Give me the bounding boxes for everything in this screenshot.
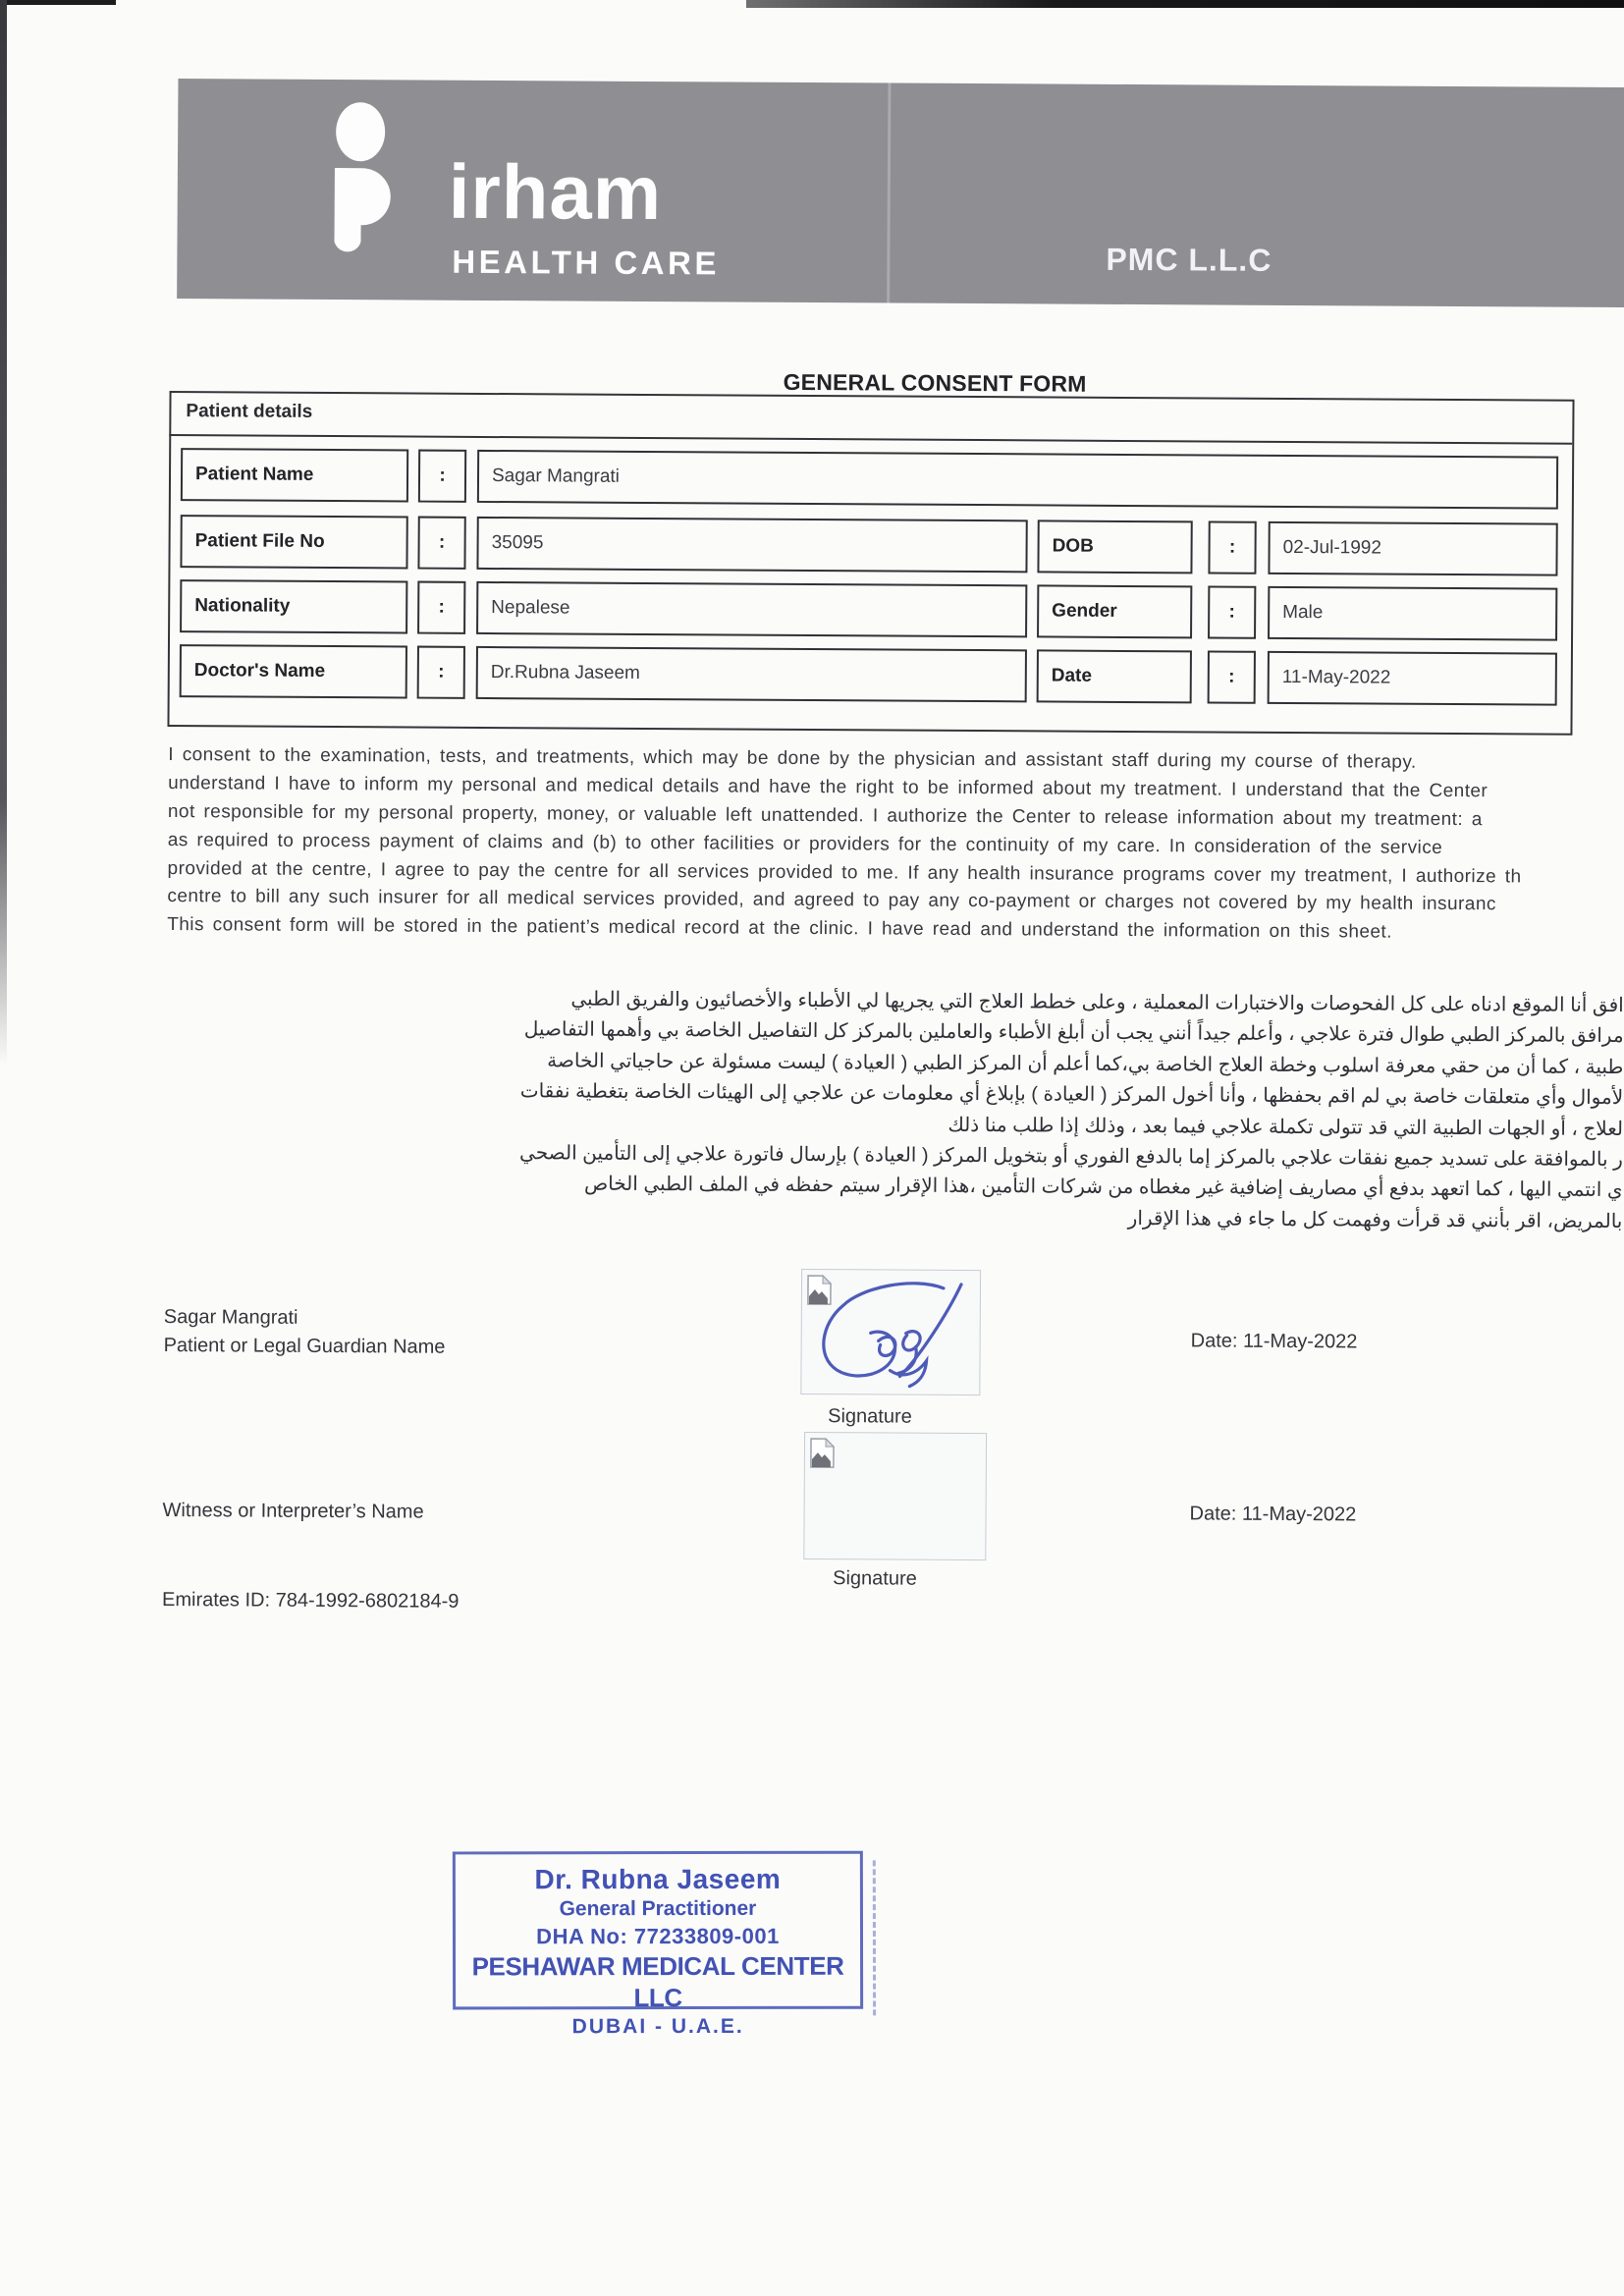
doctor-name-label: Doctor's Name (180, 644, 407, 698)
stamp-edge-mark (873, 1860, 876, 2015)
doctor-name-value: Dr.Rubna Jaseem (476, 646, 1027, 702)
witness-signature-box (803, 1432, 987, 1560)
consent-line: centre to bill any such insurer for all medical services provided, and agreed to pay any co-payment or charges not covered by my health insuranc (167, 886, 1496, 915)
witness-signature-caption: Signature (833, 1567, 917, 1590)
consent-line: not responsible for my personal property, money, or valuable left unattended. I authorize the Center to release information about my treatment: a (167, 800, 1483, 830)
scan-streak (887, 82, 891, 302)
witness-sign-date: Date: 11-May-2022 (1189, 1503, 1357, 1526)
patient-name-colon: : (418, 450, 466, 503)
brand-name: irham (448, 147, 663, 237)
consent-paragraph-english (167, 744, 1624, 953)
doctor-name-colon: : (417, 646, 465, 699)
nationality-label: Nationality (180, 579, 407, 633)
doctor-stamp (453, 1851, 863, 2039)
date-value: 11-May-2022 (1268, 651, 1557, 706)
nationality-value: Nepalese (476, 581, 1027, 637)
dob-value: 02-Jul-1992 (1268, 521, 1557, 576)
consent-line-ar: افق أنا الموقع ادناه على كل الفحوصات والاختبارات المعملية ، وعلى خطط العلاج التي يجريها لي الأطباء والأخصائيون والفريق الطبي (570, 988, 1624, 1017)
gender-value: Male (1268, 586, 1557, 641)
consent-line: This consent form will be stored in the patient’s medical record at the clinic. I have read and understand the information on this sheet. (167, 914, 1392, 943)
witness-name-label: Witness or Interpreter’s Name (162, 1499, 424, 1523)
stamp-doctor-role: General Practitioner (559, 1896, 757, 1921)
consent-line: provided at the centre, I agree to pay the centre for all services provided to me. If any health insurance programs cover my treatment, I authorize th (167, 857, 1522, 887)
date-colon: : (1208, 650, 1256, 703)
patient-signatory-name: Sagar Mangrati (163, 1305, 298, 1329)
consent-line-ar: ر بالموافقة على تسديد جميع نفقات علاجي بالمركز إما بالدفع الفوري أو بتخويل المركز ( العيادة ) بإرسال فاتورة علاجي إلى التأمين الصحي (519, 1142, 1623, 1172)
brand-subtitle: HEALTH CARE (452, 243, 721, 282)
consent-line-ar: مرافق بالمركز الطبي طوال فترة علاجي ، وأعلم جيداً أنني يجب أن أبلغ الأطباء والعاملين بالمركز كل التفاصيل الخاصة بي وأهمها التفاصيل (523, 1018, 1624, 1048)
consent-line-ar: لعلاج ، أو الجهات الطبية التي قد تتولى تكملة علاجي فيما بعد ، وذلك إذا طلب منا ذلك (947, 1114, 1624, 1140)
patient-file-no-colon: : (417, 517, 465, 570)
dob-label: DOB (1037, 519, 1192, 574)
company-name: PMC L.L.C (1106, 241, 1272, 278)
consent-paragraph-arabic (519, 986, 1624, 1239)
patient-name-value: Sagar Mangrati (477, 450, 1558, 510)
patient-file-no-value: 35095 (476, 517, 1027, 573)
patient-file-no-label: Patient File No (180, 515, 407, 569)
patient-signature-ink (795, 1266, 998, 1404)
gender-colon: : (1208, 585, 1256, 638)
emirates-id: Emirates ID: 784-1992-6802184-9 (161, 1588, 460, 1613)
patient-signature-caption: Signature (828, 1405, 912, 1428)
patient-name-label: Patient Name (181, 448, 408, 502)
consent-line-ar: لأموال وأي متعلقات خاصة بي لم اقم بحفظها ، وأنا أخول المركز ( العيادة ) بإبلاغ أي معلومات عن علاجي إلى الهيئات الخاصة بتغطية نفقات (519, 1080, 1624, 1110)
consent-line: I consent to the examination, tests, and treatments, which may be done by the physician and assistant staff during my course of therapy. (168, 744, 1417, 773)
dob-colon: : (1208, 520, 1256, 574)
form-title: GENERAL CONSENT FORM (783, 368, 1087, 397)
stamp-doctor-name: Dr. Rubna Jaseem (534, 1863, 782, 1895)
patient-details-heading: Patient details (186, 401, 313, 422)
stamp-center-name: PESHAWAR MEDICAL CENTER LLC (471, 1950, 844, 2013)
clinic-logo-person-icon (322, 101, 404, 262)
stamp-dha-number: DHA No: 77233809-001 (536, 1923, 780, 1949)
nationality-colon: : (417, 581, 465, 634)
date-label: Date (1037, 649, 1192, 703)
patient-sign-date: Date: 11-May-2022 (1190, 1330, 1358, 1353)
consent-line: as required to process payment of claims and (b) to other facilities or providers for the continuity of my care. In consideration of the service (167, 829, 1443, 858)
consent-line-ar: ي انتمي اليها ، كما اتعهد بدفع أي مصاريف إضافية غير مغطاه من شركات التأمين ،هذا الإقرار سيتم حفظه في الملف الطبي الخاص (583, 1173, 1623, 1202)
broken-image-icon (810, 1438, 835, 1468)
consent-line-ar: بالمريض، اقر بأنني قد قرأت وفهمت كل ما جاء في هذا الإقرار (1127, 1207, 1623, 1232)
gender-label: Gender (1037, 584, 1192, 638)
stamp-city: DUBAI - U.A.E. (571, 2014, 744, 2039)
consent-line-ar: طبية ، كما أن من حقي معرفة اسلوب وخطة العلاج الخاصة بي،كما أعلم أن المركز الطبي ( العيادة ) ليست مسئولة عن حاجياتي الخاصة (547, 1050, 1624, 1078)
consent-line: understand I have to inform my personal and medical details and have the right to be informed about my treatment. I understand that the Center (168, 772, 1489, 802)
patient-signatory-role: Patient or Legal Guardian Name (163, 1334, 446, 1358)
patient-signature-box (800, 1269, 981, 1395)
